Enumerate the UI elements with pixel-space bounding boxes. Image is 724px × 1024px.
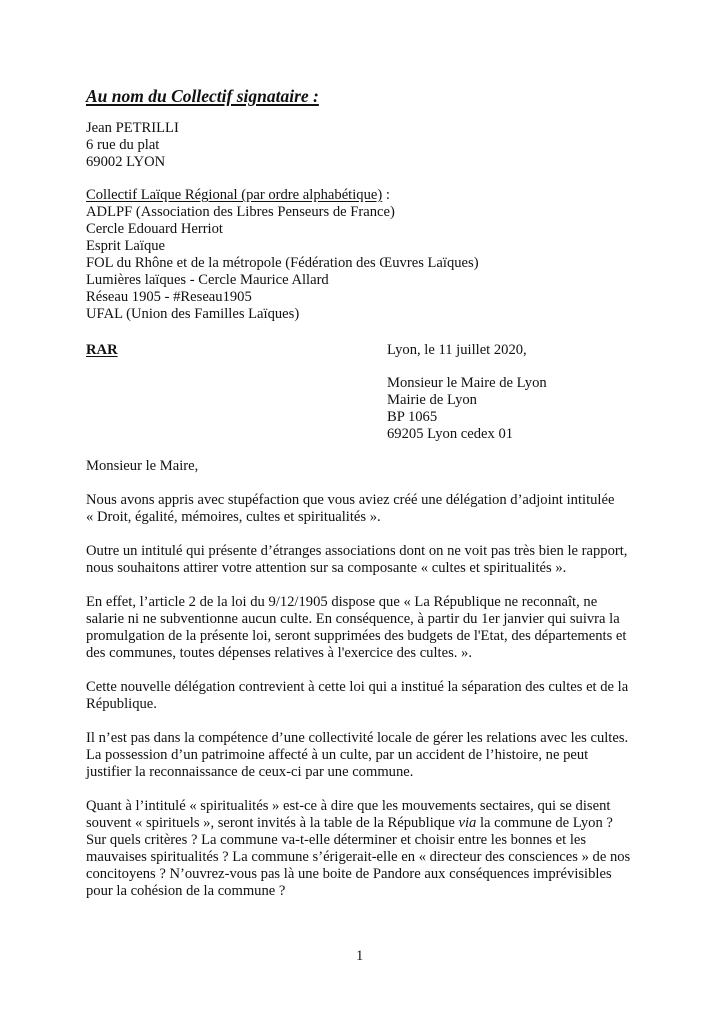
- collective-member: UFAL (Union des Familles Laïques): [86, 306, 300, 322]
- paragraph-6: [86, 798, 646, 900]
- recipient-address: [387, 375, 547, 443]
- paragraph-line: République.: [86, 696, 157, 712]
- page-number: 1: [356, 948, 364, 964]
- paragraph-line: pour la cohésion de la commune ?: [86, 883, 286, 899]
- paragraph-line: mauvaises spiritualités ? La commune s’érigerait-elle en « directeur des consciences » de nos: [86, 849, 631, 865]
- collective-member: Réseau 1905 - #Reseau1905: [86, 289, 252, 305]
- paragraph-line: Outre un intitulé qui présente d’étranges associations dont on ne voit pas très bien le rapport,: [86, 543, 628, 559]
- paragraph-line: En effet, l’article 2 de la loi du 9/12/1905 dispose que « La République ne reconnaît, ne: [86, 594, 598, 610]
- paragraph-line: des communes, toutes dépenses relatives à l'exercice des cultes. ».: [86, 645, 472, 661]
- paragraph-3: [86, 594, 646, 662]
- paragraph-line: La possession d’un patrimoine affecté à un culte, par un accident de l’histoire, ne peut: [86, 747, 589, 763]
- paragraph-line: nous souhaitons attirer votre attention sur sa composante « cultes et spiritualités ».: [86, 560, 567, 576]
- italic-line-after: la commune de Lyon ?: [476, 815, 613, 831]
- collective-member: FOL du Rhône et de la métropole (Fédération des Œuvres Laïques): [86, 255, 479, 271]
- recipient-po-box: BP 1065: [387, 409, 438, 425]
- paragraph-line: promulgation de la présente loi, seront supprimées des budgets de l'Etat, des départements et: [86, 628, 627, 644]
- paragraph-line: « Droit, égalité, mémoires, cultes et spiritualités ».: [86, 509, 381, 525]
- paragraph-line-with-italic: [86, 815, 646, 832]
- italic-line-before: souvent « spirituels », seront invités à la table de la République: [86, 815, 459, 831]
- sender-name: Jean PETRILLI: [86, 120, 179, 136]
- collective-member: ADLPF (Association des Libres Penseurs de France): [86, 204, 395, 220]
- paragraph-line: Quant à l’intitulé « spiritualités » est-ce à dire que les mouvements sectaires, qui se disent: [86, 798, 611, 814]
- sender-street: 6 rue du plat: [86, 137, 160, 153]
- paragraph-1: [86, 492, 646, 526]
- paragraph-line: Il n’est pas dans la compétence d’une collectivité locale de gérer les relations avec les cultes.: [86, 730, 629, 746]
- collective-member: Cercle Edouard Herriot: [86, 221, 223, 237]
- recipient-city: 69205 Lyon cedex 01: [387, 426, 514, 442]
- paragraph-line: Cette nouvelle délégation contrevient à cette loi qui a institué la séparation des cultes et de la: [86, 679, 629, 695]
- paragraph-4: [86, 679, 646, 713]
- collective-title-line: [86, 187, 479, 204]
- salutation-text: Monsieur le Maire,: [86, 458, 199, 474]
- sender-address: [86, 120, 179, 171]
- collective-title: Collectif Laïque Régional (par ordre alphabétique): [86, 187, 383, 203]
- rar-label: RAR: [86, 342, 118, 358]
- collective-title-suffix: :: [382, 187, 390, 203]
- paragraph-line: concitoyens ? N’ouvrez-vous pas là une boite de Pandore aux conséquences imprévisibles: [86, 866, 612, 882]
- italic-word: via: [458, 815, 477, 831]
- paragraph-line: salarie ni ne subventionne aucun culte. En conséquence, à partir du 1er janvier qui suivra la: [86, 611, 620, 627]
- collective-list: [86, 187, 479, 323]
- date-line-block: [387, 342, 527, 359]
- paragraph-2: [86, 543, 646, 577]
- paragraph-line: Sur quels critères ? La commune va-t-elle déterminer et choisir entre les bonnes et les: [86, 832, 587, 848]
- collective-member: Esprit Laïque: [86, 238, 166, 254]
- recipient-name: Monsieur le Maire de Lyon: [387, 375, 547, 391]
- collective-member: Lumières laïques - Cercle Maurice Allard: [86, 272, 329, 288]
- salutation: [86, 458, 646, 475]
- date-line: Lyon, le 11 juillet 2020,: [387, 342, 527, 358]
- recipient-org: Mairie de Lyon: [387, 392, 477, 408]
- letter-heading: Au nom du Collectif signataire :: [86, 86, 319, 106]
- paragraph-line: justifier la reconnaissance de ceux-ci par une commune.: [86, 764, 414, 780]
- paragraph-line: Nous avons appris avec stupéfaction que vous aviez créé une délégation d’adjoint intitulée: [86, 492, 615, 508]
- paragraph-5: [86, 730, 646, 781]
- sender-city: 69002 LYON: [86, 154, 166, 170]
